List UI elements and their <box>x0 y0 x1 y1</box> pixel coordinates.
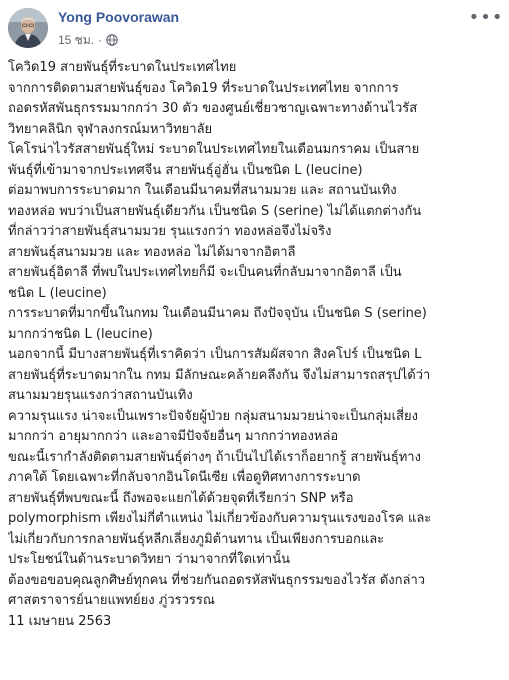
post-text-line: polymorphism เพียงไม่กี่ตำแหน่ง ไม่เกี่ยวข้องกับความรุนแรงของโรค และ <box>8 511 432 526</box>
post-text-line: จากการติดตามสายพันธุ์ของ โควิด19 ที่ระบาดในประเทศไทย จากการ <box>8 80 399 96</box>
post-text <box>8 58 504 632</box>
more-options-icon: ••• <box>468 7 504 28</box>
post-text-line: สายพันธุ์สนามมวย และ ทองหล่อ ไม่ได้มาจากอิตาลี <box>8 244 296 260</box>
avatar-photo <box>8 8 48 48</box>
post-meta <box>58 32 118 48</box>
post-text-line: ภาคใต้ โดยเฉพาะที่กลับจากอินโดนีเซีย เพื่อดูทิศทางการระบาด <box>8 470 361 485</box>
more-options-button[interactable] <box>468 7 504 28</box>
post-text-line: การระบาดที่มากขึ้นในกทม ในเดือนมีนาคม ถึงปัจจุบัน เป็นชนิด S (serine) <box>8 306 427 321</box>
post-text-line: ความรุนแรง น่าจะเป็นเพราะปัจจัยผู้ป่วย กลุ่มสนามมวยน่าจะเป็นกลุ่มเสี่ยง <box>8 408 418 424</box>
post-text-line: โคโรน่าไวรัสสายพันธุ์ใหม่ ระบาดในประเทศไทยในเดือนมกราคม เป็นสาย <box>8 142 420 157</box>
post-text-line: ชนิด L (leucine) <box>8 285 107 301</box>
post-text-line: นอกจากนี้ มีบางสายพันธุ์ที่เราคิดว่า เป็นการสัมผัสจาก สิงคโปร์ เป็นชนิด L <box>8 347 422 362</box>
post-text-line: ที่กล่าวว่าสายพันธุ์สนามมวย รุนแรงกว่า ทองหล่อจึงไม่จริง <box>8 224 332 239</box>
post-text-line: ศาสตราจารย์นายแพทย์ยง ภู่วรวรรณ <box>8 593 215 608</box>
post-text-line: ประโยชน์ในด้านระบาดวิทยา ว่ามาจากที่ใดเท่านั้น <box>8 552 290 567</box>
post-text-line: มากกว่า อายุมากกว่า และอาจมีปัจจัยอื่นๆ มากกว่าทองหล่อ <box>8 429 339 444</box>
post-header <box>0 0 509 52</box>
post-text-line: ต่อมาพบการระบาดมาก ในเดือนมีนาคมที่สนามมวย และ สถานบันเทิง <box>8 183 397 198</box>
author-name-link[interactable]: Yong Poovorawan <box>58 9 180 25</box>
post-text-line: ทองหล่อ พบว่าเป็นสายพันธุ์เดียวกัน เป็นชนิด S (serine) ไม่ได้แตกต่างกัน <box>8 203 422 219</box>
post-text-line: สายพันธุ์อิตาลี ที่พบในประเทศไทยก็มี จะเป็นคนที่กลับมาจากอิตาลี เป็น <box>8 265 402 280</box>
post-text-line: 11 เมษายน 2563 <box>8 613 112 629</box>
post-text-line: สายพันธุ์ที่พบขณะนี้ ถึงพอจะแยกได้ด้วยจุดที่เรียกว่า SNP หรือ <box>8 490 354 506</box>
meta-separator: · <box>98 33 103 47</box>
globe-icon[interactable] <box>106 34 118 46</box>
post-text-line: ขณะนี้เรากำลังติดตามสายพันธุ์ต่างๆ ถ้าเป็นไปได้เราก็อยากรู้ สายพันธุ์ทาง <box>8 449 421 465</box>
author-avatar[interactable] <box>8 8 48 48</box>
post-timestamp[interactable]: 15 ชม. <box>58 32 95 47</box>
post-text-line: สนามมวยรุนแรงกว่าสถานบันเทิง <box>8 388 193 403</box>
post-text-line: ถอดรหัสพันธุกรรมมากกว่า 30 ตัว ของศูนย์เชี่ยวชาญเฉพาะทางด้านไวรัส <box>8 101 418 116</box>
post-text-line: พันธุ์ที่เข้ามาจากประเทศจีน สายพันธุ์อู่ฮั่น เป็นชนิด L (leucine) <box>8 162 363 178</box>
post-text-line: สายพันธุ์ที่ระบาดมากใน กทม มีลักษณะคล้ายคลึงกัน จึงไม่สามารถสรุปได้ว่า <box>8 367 431 383</box>
post-text-line: มากกว่าชนิด L (leucine) <box>8 326 153 342</box>
post-text-line: โควิด19 สายพันธุ์ที่ระบาดในประเทศไทย <box>8 60 237 75</box>
post-text-line: วิทยาคลินิก จุฬาลงกรณ์มหาวิทยาลัย <box>8 121 213 137</box>
post-text-line: ต้องขอขอบคุณลูกศิษย์ทุกคน ที่ช่วยกันถอดรหัสพันธุกรรมของไวรัส ดังกล่าว <box>8 572 426 588</box>
post-text-line: ไม่เกี่ยวกับการกลายพันธุ์หลีกเลี่ยงภูมิต้านทาน เป็นเพียงการบอกและ <box>8 531 385 547</box>
